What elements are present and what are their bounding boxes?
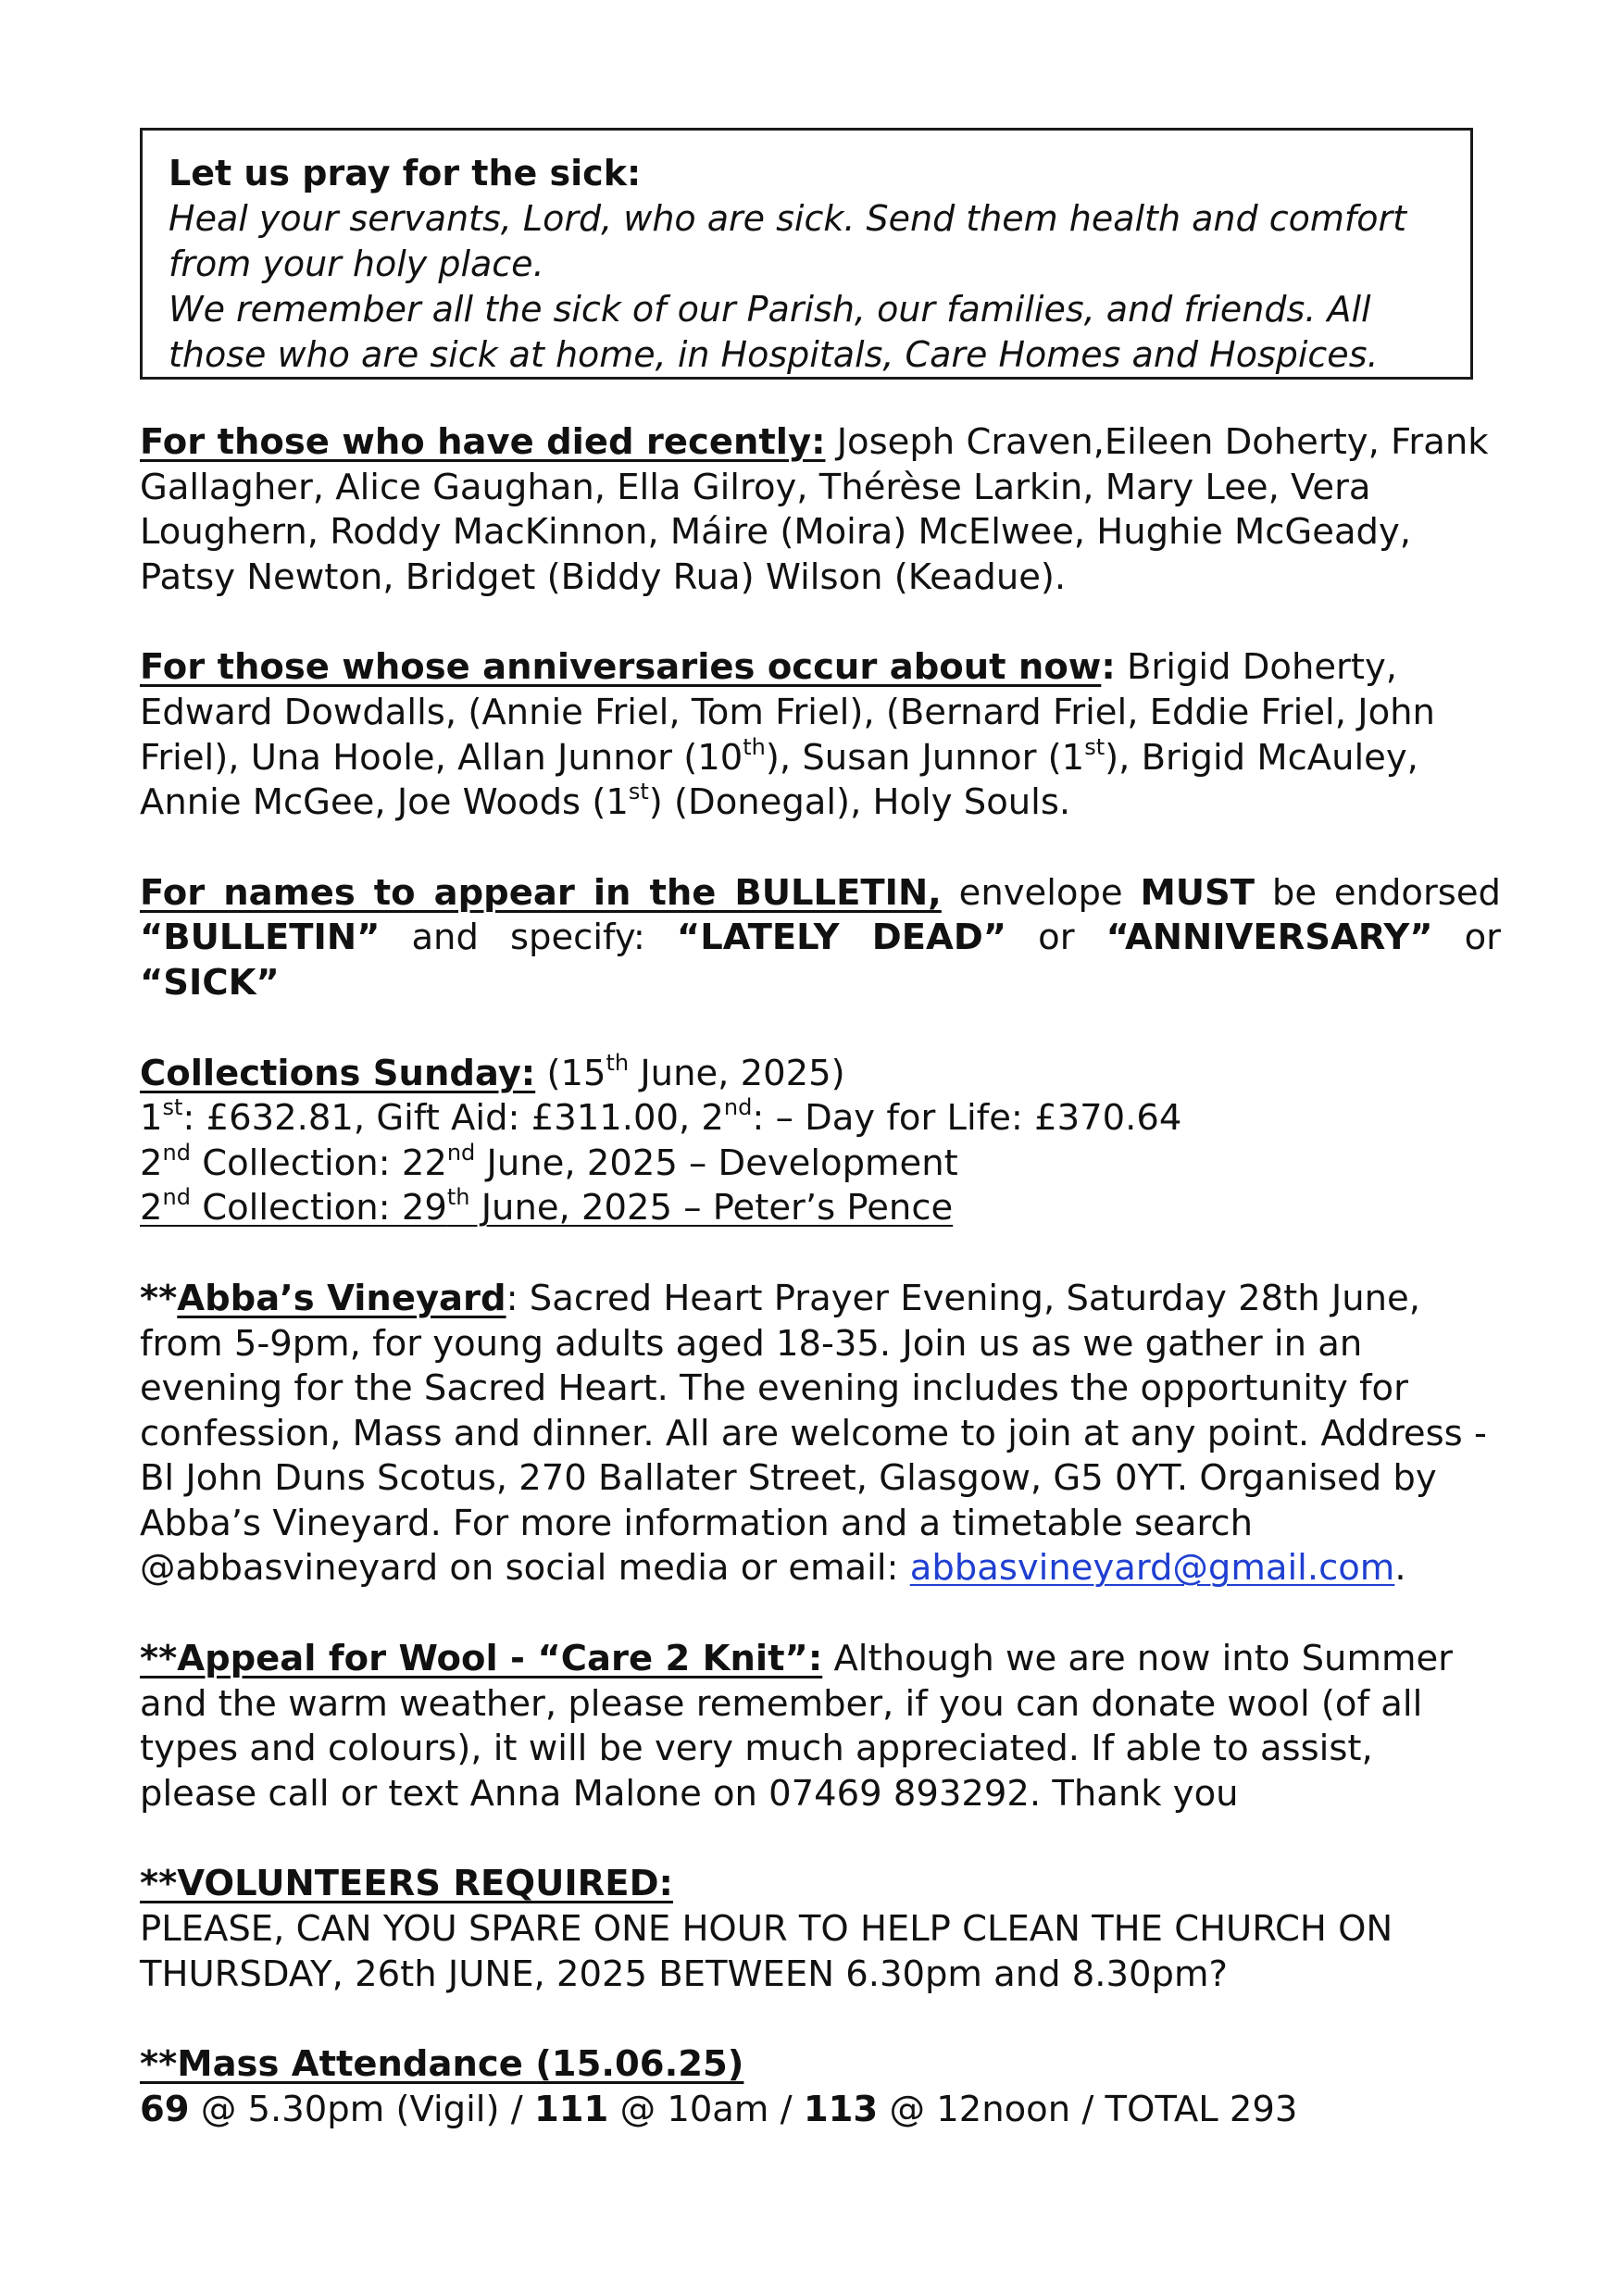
collections-heading: Collections Sunday:	[140, 1052, 536, 1094]
ordinal-suffix: th	[606, 1049, 630, 1076]
attendance-count: 111	[533, 2088, 609, 2130]
anniversaries-heading: For those whose anniversaries occur about now	[140, 646, 1102, 689]
second-collection-peters-pence-row	[140, 1186, 1501, 1231]
abbas-vineyard-body: : Sacred Heart Prayer Evening, Saturday 28th June, from 5-9pm, for young adults aged 18-35. Join us as we gather in an evening for the Sacred Heart. The evening includes the opportunity for confession, Mass and dinner. All are welcome to join at any point. Address - Bl John Duns Scotus, 270 Ballater Street, Glasgow, G5 0YT. Organised by Abba’s Vineyard. For more information and a timetable search @abbasvineyard on social media or email:	[140, 1277, 1487, 1590]
ordinal-suffix: nd	[723, 1094, 753, 1121]
abbas-vineyard-stars: **	[140, 1277, 178, 1319]
ordinal-suffix: nd	[162, 1139, 191, 1166]
collection-text: June, 2025 – Peter’s Pence	[469, 1187, 954, 1229]
ordinal-suffix: nd	[446, 1139, 476, 1166]
collection-amounts-row	[140, 1096, 1501, 1142]
peters-pence-underlined	[140, 1184, 954, 1229]
second-collection-development-row	[140, 1139, 1501, 1187]
prayer-heading: Let us pray for the sick:	[169, 153, 642, 193]
prayer-line: from your holy place.	[169, 243, 544, 284]
prayer-for-sick-box	[140, 128, 1473, 380]
anniversaries-colon: :	[1101, 646, 1116, 689]
bulletin-text: or	[1432, 917, 1501, 959]
bulletin-text: be endorsed	[1255, 871, 1501, 914]
anniversaries-section	[140, 645, 1501, 825]
collection-text: Collection: 29	[190, 1187, 447, 1229]
ordinal-suffix: st	[628, 779, 649, 805]
recently-died-heading: For those who have died recently:	[140, 421, 826, 463]
mass-attendance-heading: **Mass Attendance (15.06.25)	[140, 2043, 744, 2086]
anniversary-keyword: “ANNIVERSARY”	[1106, 917, 1433, 959]
collection-text: June, 2025 – Development	[475, 1142, 958, 1184]
mass-attendance-figures	[140, 2088, 1501, 2133]
collections-heading-row	[140, 1049, 1501, 1097]
collections-date: June, 2025)	[629, 1052, 845, 1094]
must-emphasis: MUST	[1140, 871, 1255, 914]
collection-text: : £632.81, Gift Aid: £311.00, 2	[182, 1097, 724, 1140]
bulletin-text: and specify:	[380, 917, 677, 959]
abbas-vineyard-email-link[interactable]: abbasvineyard@gmail.com	[909, 1547, 1395, 1590]
recently-died-names: Joseph Craven,Eileen Doherty, Frank Gallagher, Alice Gaughan, Ella Gilroy, Thérèse Larkin, Mary Lee, Vera Loughern, Roddy MacKinnon, Máire (Moira) McElwee, Hughie McGeady, Patsy Newton, Bridget (Biddy Rua) Wilson (Keadue).	[140, 421, 1489, 598]
anniversaries-text: ) (Donegal), Holy Souls.	[648, 781, 1071, 824]
attendance-text: @ 12noon / TOTAL 293	[878, 2088, 1298, 2130]
ordinal-suffix: st	[1084, 733, 1106, 760]
sick-keyword: “SICK”	[140, 961, 280, 1004]
ordinal-suffix: nd	[162, 1184, 191, 1211]
attendance-text: @ 5.30pm (Vigil) /	[189, 2088, 534, 2130]
lately-dead-keyword: “LATELY DEAD”	[676, 917, 1007, 959]
bulletin-text: envelope	[941, 871, 1141, 914]
volunteers-heading: **VOLUNTEERS REQUIRED:	[140, 1863, 673, 1905]
attendance-count: 113	[803, 2088, 879, 2130]
collection-text: 1	[140, 1097, 163, 1140]
prayer-line: Heal your servants, Lord, who are sick. Send them health and comfort	[169, 198, 1406, 239]
attendance-text: @ 10am /	[608, 2088, 804, 2130]
volunteers-section	[140, 1862, 1501, 1997]
prayer-line: We remember all the sick of our Parish, our families, and friends. All	[169, 289, 1371, 330]
wool-appeal-body: Although we are now into Summer and the warm weather, please remember, if you can donate wool (of all types and colours), it will be very much appreciated. If able to assist, please call or text Anna Malone on 07469 893292. Thank you	[140, 1638, 1453, 1815]
collection-text: Collection: 22	[190, 1142, 447, 1184]
wool-appeal-heading: **Appeal for Wool - “Care 2 Knit”:	[140, 1638, 823, 1680]
mass-attendance-section	[140, 2042, 1501, 2132]
abbas-vineyard-heading: Abba’s Vineyard	[177, 1277, 506, 1319]
abbas-vineyard-section	[140, 1277, 1501, 1591]
collections-section	[140, 1049, 1501, 1231]
collection-text: : – Day for Life: £370.64	[752, 1097, 1182, 1140]
abbas-vineyard-end: .	[1394, 1547, 1406, 1590]
volunteers-body: PLEASE, CAN YOU SPARE ONE HOUR TO HELP CLEAN THE CHURCH ON THURSDAY, 26th JUNE, 2025 BETWEEN 6.30pm and 8.30pm?	[140, 1908, 1393, 1995]
collection-text: 2	[140, 1187, 163, 1229]
bulletin-page	[140, 128, 1501, 2132]
anniversaries-text: Brigid Doherty, Edward Dowdalls, (Annie Friel, Tom Friel), (Bernard Friel, Eddie Friel, John Friel), Una Hoole, Allan Junnor (10	[140, 646, 1435, 779]
wool-appeal-section	[140, 1637, 1501, 1816]
bulletin-text: or	[1006, 917, 1106, 959]
recently-died-section	[140, 420, 1501, 600]
bulletin-names-heading: For names to appear in the BULLETIN,	[140, 871, 942, 914]
ordinal-suffix: st	[162, 1094, 183, 1121]
ordinal-suffix: th	[446, 1184, 470, 1211]
bulletin-keyword: “BULLETIN”	[140, 917, 381, 959]
attendance-count: 69	[140, 2088, 190, 2130]
collection-text: 2	[140, 1142, 163, 1184]
prayer-line: those who are sick at home, in Hospitals, Care Homes and Hospices.	[169, 334, 1379, 375]
anniversaries-text: ), Brigid McAuley, Annie McGee, Joe Woods (1	[140, 736, 1418, 824]
ordinal-suffix: th	[743, 733, 766, 760]
bulletin-names-section	[140, 871, 1501, 1006]
anniversaries-text: ), Susan Junnor (1	[765, 736, 1085, 779]
collections-date: (15	[535, 1052, 606, 1094]
